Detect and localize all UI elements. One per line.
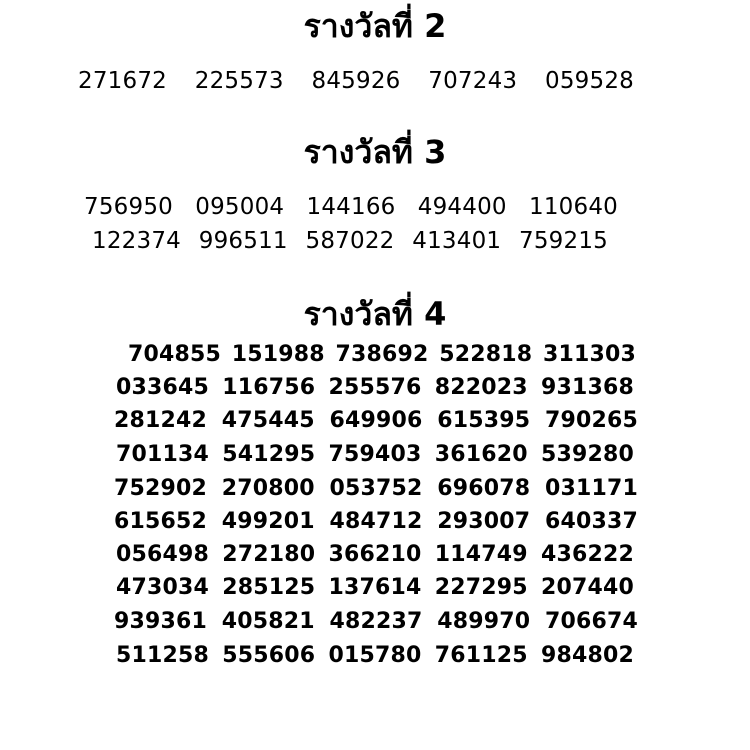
prize-number: 761125	[434, 643, 528, 668]
prize-4-row	[116, 573, 634, 603]
prize-number: 225573	[194, 68, 284, 94]
prize-number: 473034	[116, 575, 210, 600]
prize-number: 939361	[114, 609, 208, 634]
prize-number: 640337	[544, 509, 638, 534]
prize-number: 436222	[540, 542, 634, 567]
prize-number: 706674	[544, 609, 638, 634]
prize-4-row	[116, 440, 634, 470]
prize-number: 484712	[329, 509, 423, 534]
prize-number: 207440	[540, 575, 634, 600]
prize-number: 704855	[128, 342, 222, 367]
prize-4-row	[128, 340, 636, 370]
prize-number: 759215	[519, 228, 608, 254]
prize-number: 311303	[542, 342, 636, 367]
prize-number: 137614	[328, 575, 422, 600]
prize-number: 696078	[437, 476, 531, 501]
prize-number: 822023	[434, 375, 528, 400]
prize-4-title: รางวัลที่ 4	[303, 295, 447, 333]
prize-3-title: รางวัลที่ 3	[303, 133, 447, 171]
prize-number: 122374	[92, 228, 181, 254]
prize-number: 738692	[335, 342, 429, 367]
prize-4-row	[114, 607, 638, 637]
prize-4-row	[116, 373, 634, 403]
prize-4-row	[114, 507, 638, 537]
prize-number: 405821	[221, 609, 315, 634]
prize-number: 649906	[329, 408, 423, 433]
prize-4-row	[114, 474, 638, 504]
prize-number: 555606	[222, 643, 316, 668]
prize-number: 227295	[434, 575, 528, 600]
prize-number: 752902	[114, 476, 208, 501]
prize-number: 482237	[329, 609, 423, 634]
prize-number: 413401	[412, 228, 502, 254]
prize-number: 015780	[328, 643, 422, 668]
prize-number: 996511	[198, 228, 288, 254]
prize-number: 615395	[437, 408, 531, 433]
prize-number: 255576	[328, 375, 422, 400]
prize-number: 293007	[437, 509, 531, 534]
prize-number: 056498	[116, 542, 210, 567]
prize-number: 499201	[221, 509, 315, 534]
prize-number: 845926	[311, 68, 401, 94]
prize-number: 707243	[428, 68, 518, 94]
prize-number: 790265	[544, 408, 638, 433]
prize-number: 031171	[544, 476, 638, 501]
prize-4-row	[116, 641, 634, 671]
prize-number: 151988	[231, 342, 325, 367]
prize-number: 095004	[195, 194, 285, 220]
prize-number: 489970	[437, 609, 531, 634]
prize-number: 114749	[434, 542, 528, 567]
prize-2-title: รางวัลที่ 2	[303, 7, 447, 45]
prize-number: 271672	[78, 68, 167, 94]
prize-number: 059528	[545, 68, 634, 94]
prize-number: 759403	[328, 442, 422, 467]
prize-number: 539280	[540, 442, 634, 467]
prize-number: 270800	[221, 476, 315, 501]
prize-number: 701134	[116, 442, 210, 467]
prize-number: 285125	[222, 575, 316, 600]
prize-number: 511258	[116, 643, 210, 668]
prize-number: 541295	[222, 442, 316, 467]
prize-number: 615652	[114, 509, 208, 534]
prize-number: 494400	[417, 194, 507, 220]
prize-number: 272180	[222, 542, 316, 567]
prize-number: 361620	[434, 442, 528, 467]
prize-number: 033645	[116, 375, 210, 400]
prize-number: 984802	[540, 643, 634, 668]
prize-4-row	[114, 406, 638, 436]
prize-number: 144166	[306, 194, 396, 220]
prize-number: 366210	[328, 542, 422, 567]
prize-3-row	[92, 226, 608, 256]
prize-number: 110640	[529, 194, 618, 220]
prize-number: 587022	[305, 228, 395, 254]
prize-number: 053752	[329, 476, 423, 501]
prize-number: 475445	[221, 408, 315, 433]
prize-number: 522818	[439, 342, 533, 367]
prize-4-row	[116, 540, 634, 570]
prize-3-row	[84, 192, 618, 222]
prize-number: 756950	[84, 194, 173, 220]
prize-number: 931368	[540, 375, 634, 400]
prize-number: 116756	[222, 375, 316, 400]
prize-number: 281242	[114, 408, 208, 433]
prize-2-numbers	[78, 66, 634, 96]
